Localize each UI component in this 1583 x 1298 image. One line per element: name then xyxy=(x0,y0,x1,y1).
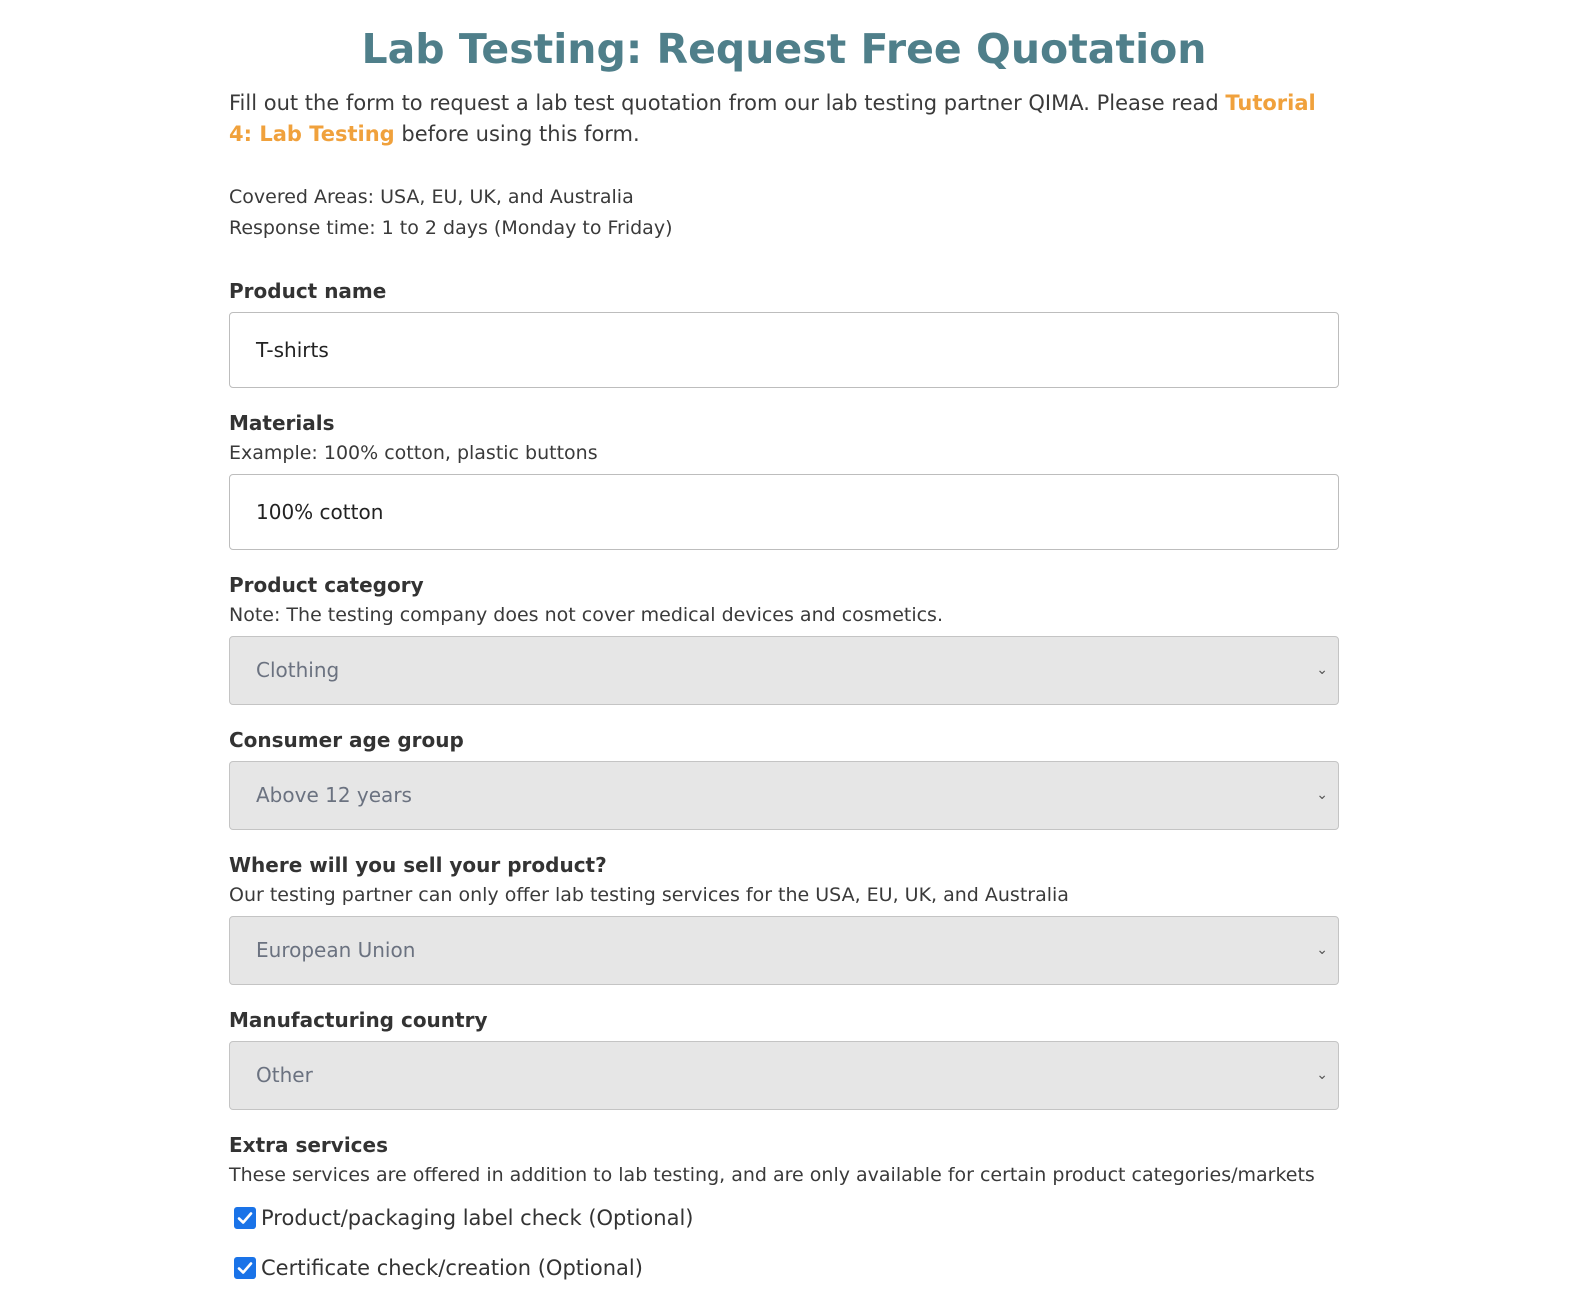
manufacturing-country-label: Manufacturing country xyxy=(229,1008,488,1032)
extra-services-options xyxy=(229,1198,1339,1288)
product-name-label: Product name xyxy=(229,279,387,303)
market-label: Where will you sell your product? xyxy=(229,853,607,877)
product-name-input[interactable]: T-shirts xyxy=(229,312,1339,388)
product-category-value: Clothing xyxy=(256,658,340,682)
manufacturing-country-value: Other xyxy=(256,1063,313,1087)
certificate-check-option[interactable] xyxy=(229,1248,1339,1288)
certificate-check-checkbox[interactable] xyxy=(234,1257,256,1279)
materials-hint: Example: 100% cotton, plastic buttons xyxy=(229,442,598,464)
intro-text-before: Fill out the form to request a lab test quotation from our lab testing partner QIMA. Please read xyxy=(229,91,1226,115)
market-hint: Our testing partner can only offer lab testing services for the USA, EU, UK, and Australia xyxy=(229,884,1069,906)
response-time: Response time: 1 to 2 days (Monday to Friday) xyxy=(229,217,673,239)
extra-services-label: Extra services xyxy=(229,1133,388,1157)
extra-services-hint: These services are offered in addition to lab testing, and are only available for certain product categories/markets xyxy=(229,1164,1315,1186)
market-value: European Union xyxy=(256,938,416,962)
consumer-age-group-value: Above 12 years xyxy=(256,783,412,807)
materials-input[interactable]: 100% cotton xyxy=(229,474,1339,550)
checkmark-icon xyxy=(236,1209,254,1227)
label-check-option[interactable] xyxy=(229,1198,1339,1238)
manufacturing-country-select[interactable] xyxy=(229,1041,1339,1110)
consumer-age-group-field xyxy=(229,725,1339,830)
chevron-down-icon: ⌄ xyxy=(1316,942,1328,958)
market-field xyxy=(229,850,1339,985)
product-name-field xyxy=(229,276,1339,388)
extra-services-field xyxy=(229,1130,1339,1288)
checkmark-icon xyxy=(236,1259,254,1277)
product-category-select[interactable] xyxy=(229,636,1339,705)
product-category-hint: Note: The testing company does not cover medical devices and cosmetics. xyxy=(229,604,943,626)
intro-text-after: before using this form. xyxy=(394,122,640,146)
consumer-age-group-select[interactable] xyxy=(229,761,1339,830)
manufacturing-country-field xyxy=(229,1005,1339,1110)
service-info xyxy=(229,182,1339,244)
tutorial-link[interactable]: Tutorial 4: Lab Testing xyxy=(229,91,1316,146)
materials-field xyxy=(229,408,1339,550)
quotation-form-page xyxy=(229,0,1339,1298)
consumer-age-group-label: Consumer age group xyxy=(229,728,464,752)
chevron-down-icon: ⌄ xyxy=(1316,662,1328,678)
materials-label: Materials xyxy=(229,411,335,435)
product-category-label: Product category xyxy=(229,573,424,597)
market-select[interactable] xyxy=(229,916,1339,985)
certificate-check-text: Certificate check/creation (Optional) xyxy=(261,1256,643,1280)
chevron-down-icon: ⌄ xyxy=(1316,1067,1328,1083)
chevron-down-icon: ⌄ xyxy=(1316,787,1328,803)
intro-paragraph xyxy=(229,88,1339,150)
label-check-text: Product/packaging label check (Optional) xyxy=(261,1206,694,1230)
page-title: Lab Testing: Request Free Quotation xyxy=(361,25,1207,73)
label-check-checkbox[interactable] xyxy=(234,1207,256,1229)
covered-areas: Covered Areas: USA, EU, UK, and Australia xyxy=(229,186,634,208)
product-category-field xyxy=(229,570,1339,705)
